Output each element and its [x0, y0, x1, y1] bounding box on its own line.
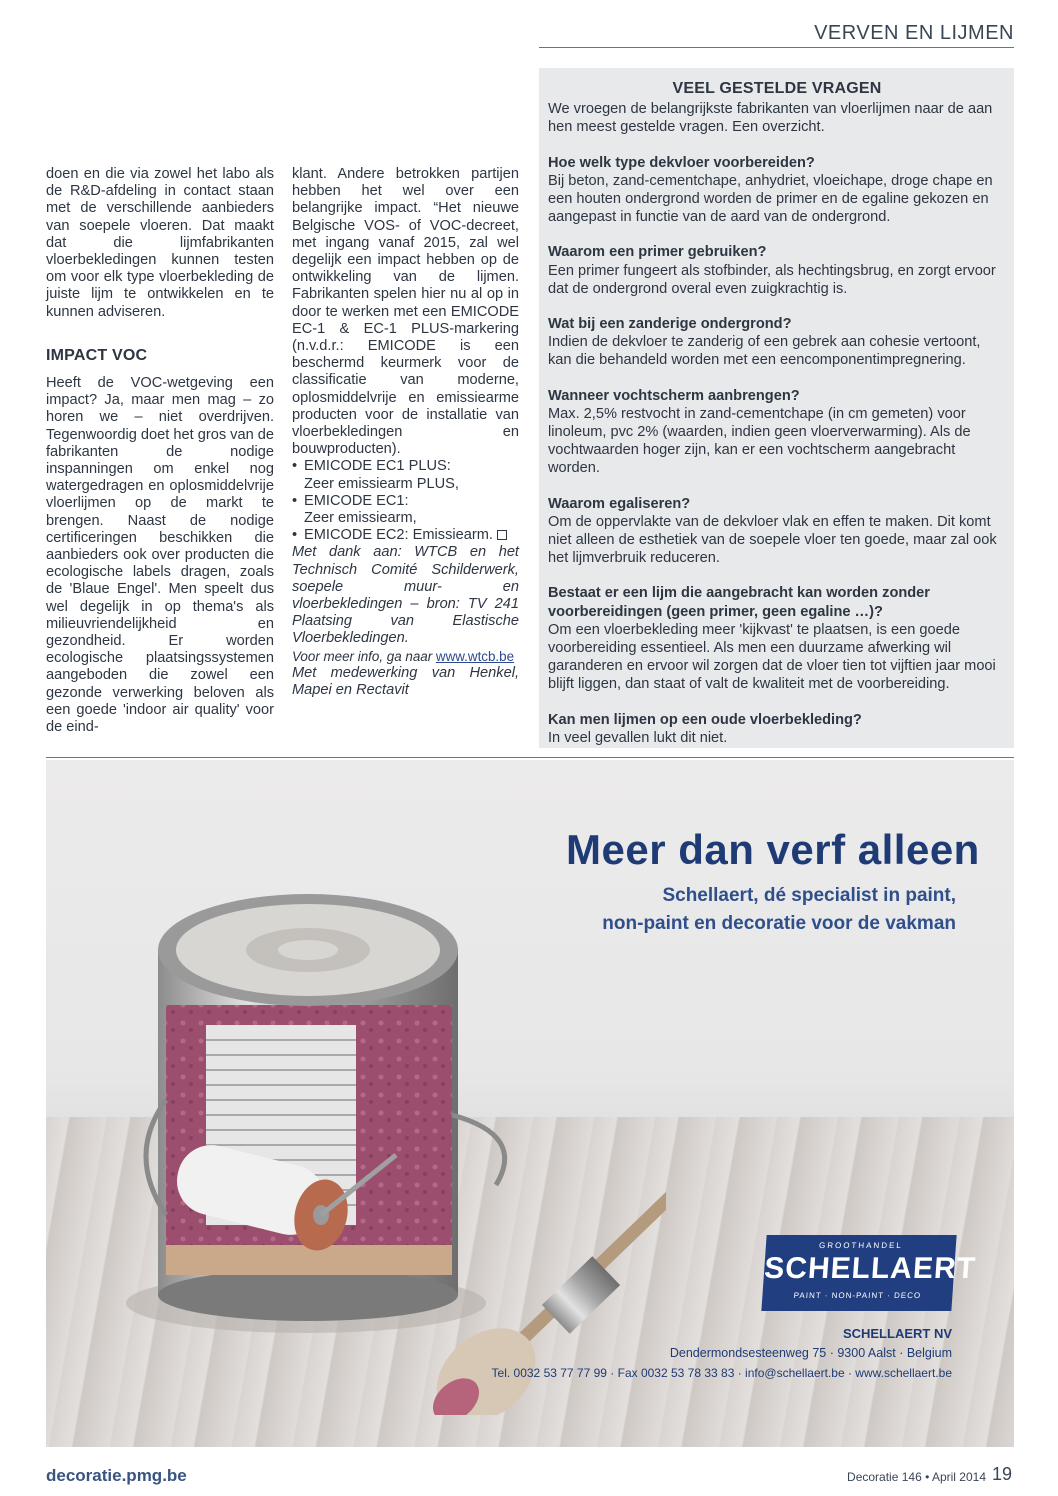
- footer-issue: Decoratie 146 • April 2014: [847, 1470, 986, 1484]
- article-column-1: [46, 166, 274, 736]
- faq-question: Wanneer vochtscherm aanbrengen?: [548, 387, 800, 404]
- faq-answer: Max. 2,5% restvocht in zand-cementchape (in cm gemeten) voor linoleum, pvc 2% (waarden, indien geen vloerverwarming). Als de vochtwaarden hoger zijn, kan er een vochtscherm aangebracht worden.: [548, 405, 971, 477]
- emicode-list: [292, 458, 519, 544]
- faq-answer: Bij beton, zand-cementchape, anhydriet, vloeichape, droge chape en een houten ondergrond worden de primer en de egaline gekozen en aangepast in functie van de aard van de ondergrond.: [548, 172, 993, 226]
- page-number: 19: [991, 1464, 1012, 1484]
- article-collaboration: Met medewerking van Henkel, Mapei en Rectavit: [292, 664, 519, 699]
- ad-address: Dendermondsesteenweg 75 · 9300 Aalst · Belgium: [669, 1346, 952, 1360]
- ad-divider: [46, 757, 1014, 758]
- article-subheading: IMPACT VOC: [46, 346, 148, 364]
- paint-can-illustration: [106, 855, 666, 1415]
- faq-question: Bestaat er een lijm die aangebracht kan worden zonder voorbereidingen (geen primer, geen egaline …)?: [548, 585, 930, 620]
- logo-tagline: PAINT · NON-PAINT · DECO: [793, 1291, 922, 1300]
- ad-subline-2: non-paint en decoratie voor de vakman: [602, 913, 956, 934]
- wtcb-link[interactable]: www.wtcb.be: [435, 648, 515, 664]
- list-item: [292, 458, 519, 492]
- ad-headline: Meer dan verf alleen: [566, 826, 980, 873]
- section-divider: [539, 47, 1014, 48]
- schellaert-logo: [761, 1235, 978, 1311]
- faq-answer: Een primer fungeert als stofbinder, als hechtingsbrug, en zorgt ervoor dat de ondergrond overal even zuigkrachtig is.: [548, 262, 996, 297]
- faq-item: [548, 711, 1006, 747]
- faq-item: [548, 495, 1006, 568]
- faq-answer: Om de oppervlakte van de dekvloer vlak en effen te maken. Dit komt niet alleen de esthetiek van de soepele vloer ten goede, maar zal ook het lijmverbruik reduceren.: [548, 513, 997, 567]
- article-paragraph: doen en die via zowel het labo als de R&D-afdeling in contact staan met de verschillende aanbieders van soepele vloeren. Dat maakt dat die lijmfabrikanten vloerbekledingen kunnen testen om voor elk type vloerbekleding de juiste lijm te ontwikkelen en te kunnen adviseren.: [46, 166, 274, 320]
- list-item-title: EMICODE EC1 PLUS:: [304, 458, 451, 475]
- footer-website[interactable]: decoratie.pmg.be: [46, 1466, 187, 1485]
- list-item-sub: Zeer emissiearm,: [304, 510, 417, 527]
- faq-title: VEEL GESTELDE VRAGEN: [672, 80, 882, 97]
- faq-box: [539, 68, 1014, 748]
- section-label: VERVEN EN LIJMEN: [814, 22, 1014, 44]
- faq-intro: We vroegen de belangrijkste fabrikanten van vloerlijmen naar de aan hen meest gestelde vragen. Een overzicht.: [548, 101, 993, 136]
- faq-question: Kan men lijmen op een oude vloerbekleding?: [548, 711, 862, 728]
- article-column-2: [292, 166, 519, 699]
- list-item-sub: Zeer emissiearm PLUS,: [304, 475, 459, 492]
- logo-main-text: SCHELLAERT: [763, 1252, 978, 1285]
- end-of-article-icon: [497, 530, 507, 540]
- ad-company-name: SCHELLAERT NV: [842, 1326, 952, 1341]
- article-credit: Met dank aan: WTCB en het Technisch Comité Schilderwerk, soepele muur- en vloerbekledingen – bron: TV 241 Plaatsing van Elastische Vloerbekledingen.: [292, 544, 519, 647]
- faq-answer: Om een vloerbekleding meer 'kijkvast' te plaatsen, is een goede voorbereiding essentieel. Als men een duurzame afwerking wil garanderen en ervoor wil zorgen dat de vloer tien tot vijftien jaar mooi blijft liggen, dan staat of valt de kwaliteit met de voorbereiding.: [548, 621, 996, 693]
- faq-answer: In veel gevallen lukt dit niet.: [548, 729, 728, 746]
- faq-answer: Indien de dekvloer te zanderig of een gebrek aan cohesie vertoont, kan die behandeld worden met een eencomponentimpregnering.: [548, 334, 981, 369]
- ad-subline-1: Schellaert, dé specialist in paint,: [662, 885, 956, 906]
- faq-item: [548, 387, 1006, 478]
- ad-contact[interactable]: Tel. 0032 53 77 77 99 · Fax 0032 53 78 33 83 · info@schellaert.be · www.schellaert.be: [491, 1366, 952, 1380]
- faq-item: [548, 154, 1006, 227]
- article-paragraph: klant. Andere betrokken partijen hebben het wel over een belangrijke impact. “Het nieuwe Belgische VOS- of VOC-decreet, met ingang vanaf 2015, zal wel degelijk een impact hebben op de ontwikkeling van de lijmen. Fabrikanten spelen hier nu al op in door te werken met een EMICODE EC-1 & EC-1 PLUS-markering (n.v.d.r.: EMICODE is een beschermd keurmerk voor de classificatie van moderne, oplosmiddelvrije en emissiearme producten voor de installatie van vloerbekledingen en bouwproducten).: [292, 166, 519, 458]
- list-item: [292, 493, 519, 527]
- list-item-title: EMICODE EC2: Emissiearm.: [304, 527, 493, 544]
- logo-small-text: GROOTHANDEL: [818, 1241, 904, 1250]
- faq-question: Hoe welk type dekvloer voorbereiden?: [548, 154, 815, 171]
- schellaert-advertisement[interactable]: [46, 760, 1014, 1447]
- list-item-title: EMICODE EC1:: [304, 492, 409, 509]
- faq-item: [548, 315, 1006, 370]
- faq-item: [548, 243, 1006, 298]
- article-paragraph: Heeft de VOC-wetgeving een impact? Ja, maar men mag – zo horen we – niet overdrijven. Tegenwoordig doet het gros van de fabrikanten de nodige inspanningen om enkel nog watergedragen en oplosmiddelvrije vloerlijmen op de markt te brengen. Naast de nodige certificeringen beschikken die aanbieders ook over producten die ecologische labels dragen, zoals de 'Blaue Engel'. Men speelt dus wel degelijk in op thema's als milieuvriendelijkheid en gezondheid. Er worden ecologische plaatsingssystemen aangeboden die zowel een gezonde verwerking beloven als een goede 'indoor air quality' voor de eind-: [46, 375, 274, 736]
- faq-question: Waarom een primer gebruiken?: [548, 244, 767, 261]
- faq-item: [548, 584, 1006, 693]
- faq-question: Wat bij een zanderige ondergrond?: [548, 316, 792, 333]
- ad-subline: [602, 882, 956, 938]
- list-item: [292, 527, 519, 544]
- more-info: [292, 648, 519, 665]
- faq-question: Waarom egaliseren?: [548, 495, 691, 512]
- more-info-prefix: Voor meer info, ga naar: [292, 648, 436, 664]
